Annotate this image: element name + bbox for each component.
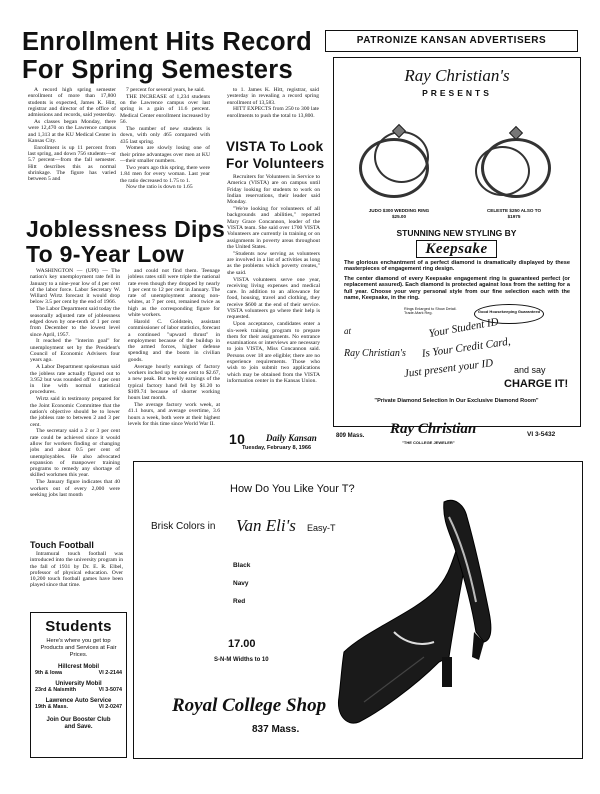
shoe-price: 17.00 [228,638,256,650]
enrollment-column-2 [120,87,210,222]
station-name: Hillcrest Mobil [57,664,99,670]
jobless-headline [26,218,226,266]
jobless-column-2 [128,268,220,462]
van-elis-brand: Van Eli's [236,516,296,535]
station-lawrence-auto [35,698,122,710]
enrollment-headline [22,30,322,83]
station-university [35,681,122,693]
color-navy: Navy [233,580,249,587]
article-paragraph: Wirtz said in testimony prepared for the Joint Economic Committee that the nation's objective should be to lower the jobless rate to between 2 and 3 per cent. [30,396,120,428]
jobless-headline-line1: Joblessness Dips [26,216,226,242]
enrollment-column-3 [227,87,319,137]
ray-ad-title: Ray Christian's [404,66,510,85]
students-ad-title: Students [45,618,112,635]
article-paragraph: Two years ago this spring, there were 1.84 men for every woman. Last year the ratio decreased to 1.75 to 1. [120,164,210,184]
article-paragraph: and could not find them. Teenage jobless rates still were triple the national rate even though they dropped by nearly 1 per cent to 12 per cent in January. The rate of unemployment among non-whites, at 7 per cent, remained twice as high as the corresponding figure for white workers. [128,268,220,319]
charge-it-text: CHARGE IT! [504,378,569,390]
shop-address: 837 Mass. [252,724,300,735]
article-paragraph: It reached the "interim goal" for unemployment set by the President's Council of Economic Advisers four years ago. [30,338,120,364]
royal-college-shop: Royal College Shop [172,695,327,716]
ray-ad-body2: The center diamond of every Keepsake engagement ring is guaranteed perfect (or replacement assured). Each diamond is protected against loss from the setting for a full year. Choose your very personal style from our fine selection each with the name, Keepsake, in the ring. [344,276,570,302]
station-hillcrest [35,664,122,676]
article-paragraph: A record high spring semester enrollment of more than 17,800 students is expected, James K. Hitt, registrar and director of the office of admissions and records, said yesterday. [28,87,116,119]
seal-text: Good Housekeeping Guaranteed [477,309,541,314]
student-id-line2: Is Your Credit Card, [421,335,512,360]
issue-date: Tuesday, February 8, 1966 [242,445,312,451]
students-ad [30,612,127,758]
small-print: Rings Enlarged to Show Detail. Trade-Mark Reg. [404,307,457,316]
article-paragraph: As classes began Monday, there were 12,470 on the Lawrence campus and 1,313 at the KU Medical Center in Kansas City. [28,119,116,144]
ray-logo-sub: "THE COLLEGE JEWELER" [402,440,455,445]
ring1-caption: JUDO $300 WEDDING RING $25.00 [368,208,430,219]
ring-band-icon [374,131,429,183]
jobless-headline-line2: To 9-Year Low [26,241,185,267]
shoe-illustration [324,482,504,732]
article-paragraph: THE INCREASE of 1,234 students on the Lawrence campus over last spring is a gain of 11.6 percent. Medical Center enrollment increased by 56. [120,93,210,126]
ray-christian-ad [333,57,581,427]
newspaper-name: Daily Kansan [266,433,317,443]
private-selection-text: "Private Diamond Selection In Our Exclusive Diamond Room" [374,398,539,404]
touch-football-text [30,551,123,596]
enrollment-column-1 [28,87,116,222]
article-paragraph: Recruiters for Volunteers in Service to America (VISTA) are on campus until Friday looking for students to work on Indian reservations, their leader said Monday. [227,174,320,206]
jobless-column-1 [30,268,120,535]
shoe-left-icon [338,542,467,723]
station-address: 23rd & Naismith [35,687,77,693]
article-paragraph: The average factory work week, at 41.1 hours, and average overtime, 3.6 hours a week, both were at their highest levels for this time since World War II. [128,402,220,427]
stunning-text: STUNNING NEW STYLING BY [396,228,517,238]
station-address: 9th & Iowa [35,670,62,676]
article-paragraph: to 1. James K. Hitt, registrar, said yesterday in revealing a record spring enrollment of 13,583. [227,87,319,106]
at-text: at [344,326,352,336]
easy-t-text: Easy-T [307,523,336,533]
article-paragraph: "Students now serving as volunteers are involved in a list of activities as long as the problems which poverty creates," she said. [227,250,320,276]
article-paragraph: 7 percent for several years, he said. [126,87,205,93]
ring-illustration-2 [469,116,559,206]
ring-illustration-1 [354,116,444,206]
students-ad-text: Here's where you get top Products and Services at Fair Prices. [40,638,117,658]
vista-headline-line2: For Volunteers [226,155,325,171]
ray-christians-text: Ray Christian's [344,348,406,359]
ray-ad-body1: The glorious enchantment of a perfect diamond is dramatically displayed by these masterpieces of engagement ring design. [344,260,570,273]
article-paragraph: Now the ratio is down to 1.65 [126,184,193,191]
vista-column [227,174,320,417]
station-phone: VI 2-0247 [98,704,122,710]
station-line [35,704,122,710]
article-paragraph: Women are slowly losing one of their prime advantages over men at KU—their smaller numbers. [120,145,210,165]
article-paragraph: A Labor Department spokesman said the jobless rate actually figured out to 3.952 but was rounded off to 4 per cent in line with normal statistical procedures. [30,364,120,396]
keepsake-logo [334,240,579,258]
article-paragraph: The number of new students is down, with only 465 compared with 435 last spring. [120,125,210,145]
ray-address: 809 Mass. [336,433,365,439]
article-paragraph: The secretary said a 2 or 3 per cent rate could be achieved since it would allow for workers finding or changing jobs and about 0.5 per cent of unemployables. He also advocated expansion of manpower training programs to remedy any shortage of skilled workmen this year. [30,428,120,479]
enrollment-headline-line2: For Spring Semesters [22,55,293,84]
ring-band-icon [475,146,530,196]
article-paragraph: HITT EXPECTS from 250 to 300 late enrollments to push the total to 13,800. [227,106,319,119]
student-id-line1: Your Student ID [427,315,500,340]
enrollment-headline-line1: Enrollment Hits Record [22,28,312,56]
color-black: Black [233,562,251,569]
station-name: Lawrence Auto Service [45,698,112,704]
patronize-banner [325,30,578,52]
station-phone: VI 2-2144 [98,670,122,676]
article-paragraph: The Labor Department said today the seasonally adjusted rate of joblessness edged down by one-tenth of 1 per cent from December to the lowest level since April, 1957. [30,306,120,338]
shoe-ad [133,461,583,759]
ray-logo: Ray Christian [390,421,477,437]
article-paragraph: Intramural touch football was introduced into the university program in the fall of 1931 by Dr. E. R. Elbel, professor of physical education. Over 10,200 touch football games have been played since that time. [30,551,123,589]
student-id-line3: Just present your ID [403,357,494,380]
ray-phone: VI 3-5432 [527,431,556,438]
shoe-widths: S-N-M Widths to 10 [214,657,269,663]
article-paragraph: WASHINGTON — (UPI) — The nation's key unemployment rate fell in January to a nine-year low of 4 per cent of the labor force. Labor Secretary W. Willard Wirtz forecast it would drop below 3.5 per cent by the end of 1966. [30,268,120,306]
brisk-colors-text: Brisk Colors in [151,521,216,532]
ring2-caption: CELESTE $250 ALSO TO $1975 [486,208,542,219]
article-paragraph: The January figure indicates that 40 workers out of every 2,000 were seeking jobs last month [30,479,120,498]
page-number: 10 [229,431,246,447]
vista-headline-line1: VISTA To Look [226,139,324,154]
station-phone: VI 3-5074 [98,687,122,693]
article-paragraph: Upon acceptance, candidates enter a six-week training program to prepare them for their assignments. No entrance examinations or interviews are necessary to join VISTA, Miss Concannon said. Persons over 18 are eligible; there are no experience requirements. Those who wish to join submit two applications which may be obtained from the VISTA information center in the Kansas Union. [227,321,320,384]
station-line [35,670,122,676]
article-paragraph: Enrollment is up 11 percent from last spring, and down 756 students—or 5.7 percent—from the fall semester. Hitt describes this as normal shrinkage. The figure has varied between 5 and [28,144,116,183]
touch-football-title: Touch Football [30,540,94,550]
article-paragraph: VISTA volunteers serve one year, receiving living expenses and medical care. In addition to an allowance for food, housing, travel and clothing, they receive $600 at the end of their service. VISTA volunteers go where their help is requested. [227,276,320,321]
station-name: University Mobil [55,681,102,687]
article-paragraph: Harold C. Goldstein, assistant commissioner of labor statistics, forecast a continued "upward thrust" in employment because of the buildup in the armed forces, higher defense spending and the boom in civilian goods. [128,318,220,363]
vista-headline [226,140,326,170]
ray-ad-presents: PRESENTS [422,88,492,98]
article-paragraph: Average hourly earnings of factory workers inched up by one cent to $2.67, a new peak. But weekly earnings of the typical factory hand fell by $1.20 to $109.74 because of shorter working hours last month. [128,363,220,402]
patronize-text: PATRONIZE KANSAN ADVERTISERS [356,35,547,46]
keepsake-logo-text: Keepsake [416,240,496,258]
article-paragraph: "We're looking for volunteers of all backgrounds and abilities," reported Mary Grace Concannon, leader of the VISTA team. She said over 1700 VISTA Volunteers are currently in training or on assignments in poverty areas throughout the United States. [227,206,320,250]
station-line [35,687,122,693]
station-address: 19th & Mass. [35,704,68,710]
and-say-text: and say [514,365,546,375]
students-ad-footer: Join Our Booster Club and Save. [46,717,111,730]
shoe-ad-headline: How Do You Like Your T? [230,483,355,495]
color-red: Red [233,598,246,605]
